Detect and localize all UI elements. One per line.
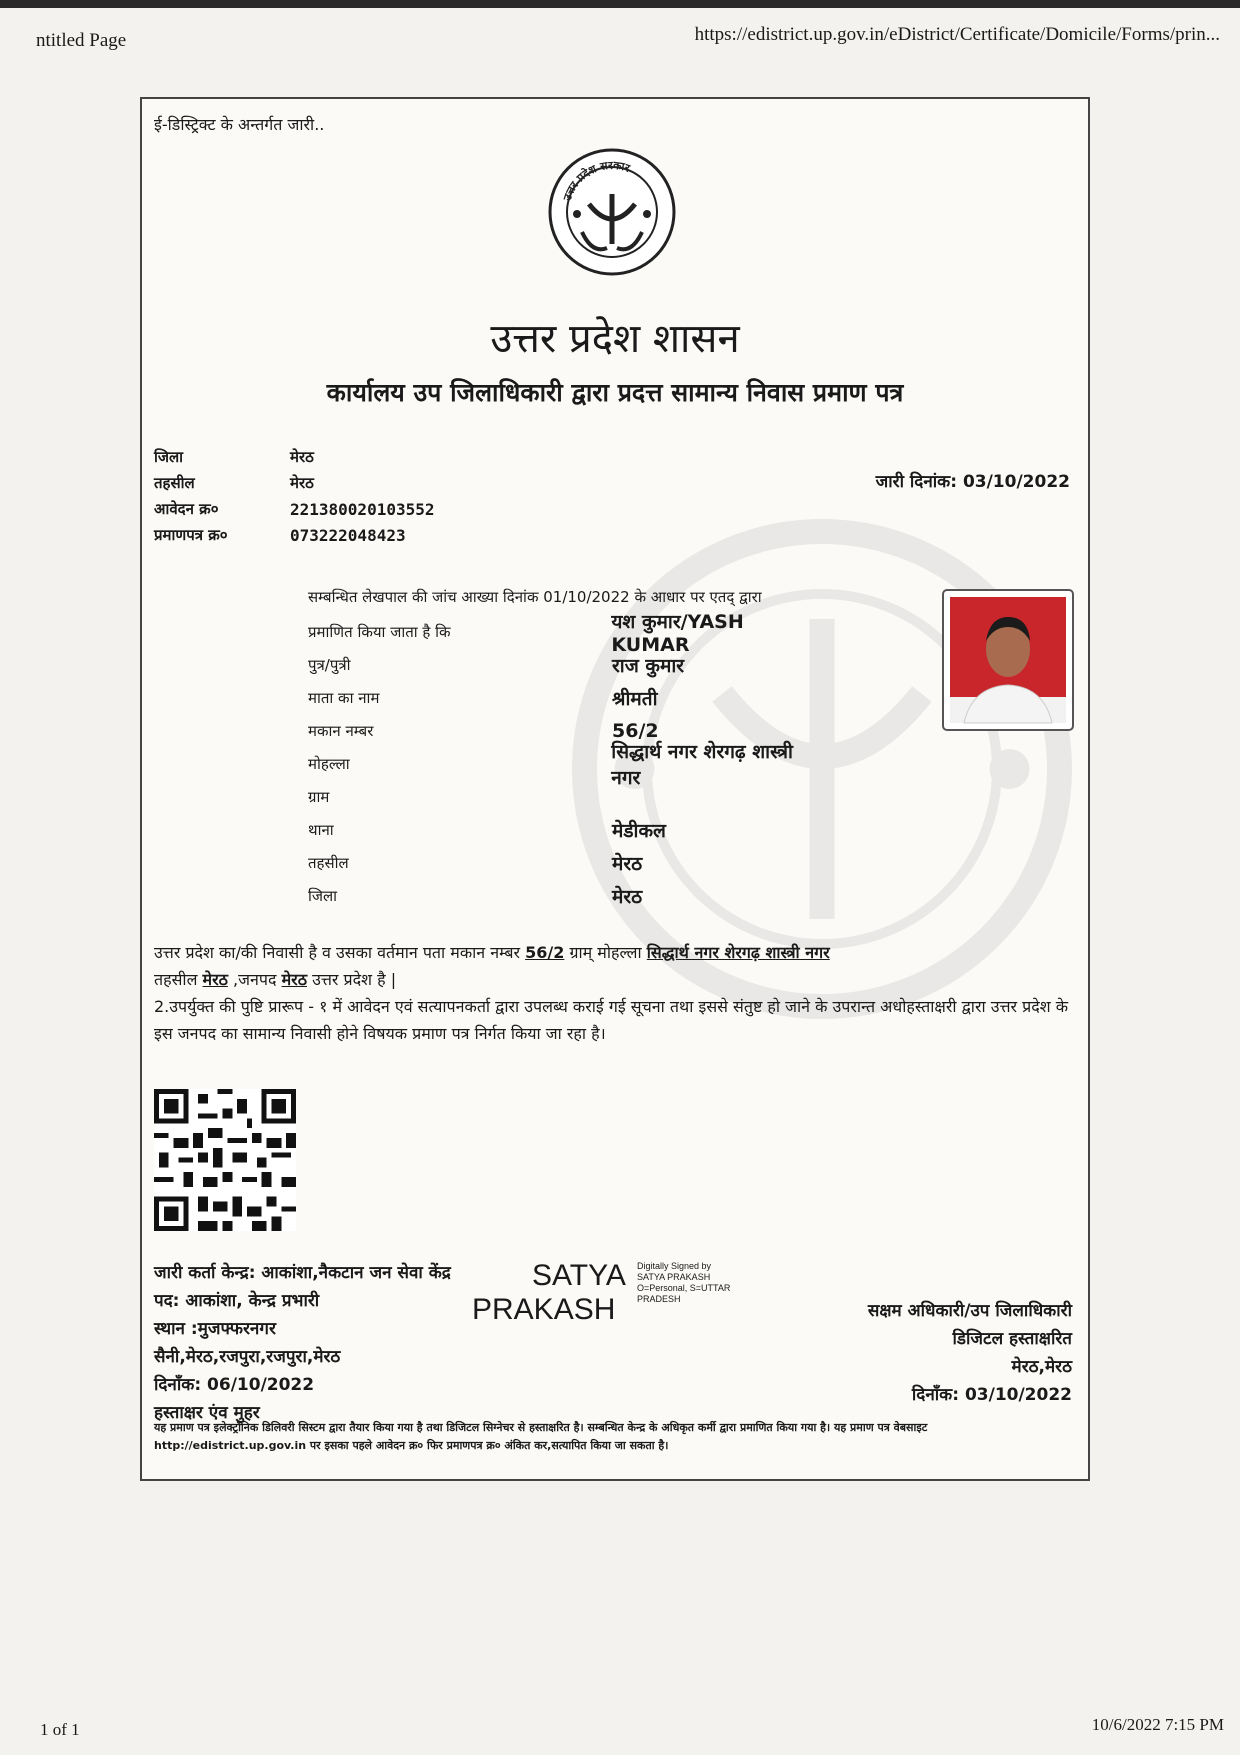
meta-label: तहसील bbox=[154, 474, 195, 492]
para-text: उत्तर प्रदेश का/की निवासी है व उसका वर्तमान पता मकान नम्बर bbox=[154, 943, 520, 962]
field-label: ग्राम bbox=[308, 787, 330, 806]
para-text: तहसील bbox=[154, 970, 198, 989]
field-label: पुत्र/पुत्री bbox=[308, 655, 351, 674]
meta-value: मेरठ bbox=[290, 448, 314, 466]
meta-label: आवेदन क्र० bbox=[154, 500, 219, 518]
meta-value: 073222048423 bbox=[290, 525, 406, 545]
field-label: माता का नाम bbox=[308, 688, 380, 707]
authority-date: दिनाँक: 03/10/2022 bbox=[911, 1385, 1072, 1405]
print-timestamp: 10/6/2022 7:15 PM bbox=[1091, 1715, 1224, 1734]
verification-text: सम्बन्धित लेखपाल की जांच आख्या दिनांक 01/10/2022 के आधार पर एतद् द्वारा bbox=[308, 588, 762, 606]
authority-title: सक्षम अधिकारी/उप जिलाधिकारी bbox=[867, 1301, 1072, 1321]
meta-label: प्रमाणपत्र क्र० bbox=[154, 526, 228, 544]
para-tehsil: मेरठ bbox=[202, 970, 228, 989]
meta-label: जिला bbox=[154, 448, 184, 466]
issuer-address: सैनी,मेरठ,रजपुरा,रजपुरा,मेरठ bbox=[154, 1347, 341, 1367]
field-value: 56/2 bbox=[612, 719, 659, 742]
field-label: मोहल्ला bbox=[308, 754, 350, 773]
issuer-post: पद: आकांशा, केन्द्र प्रभारी bbox=[154, 1291, 320, 1311]
field-value: यश कुमार/YASH KUMAR bbox=[611, 610, 744, 656]
issuer-place: स्थान :मुजफ्फरनगर bbox=[154, 1319, 276, 1339]
up-government-emblem-icon bbox=[547, 144, 677, 284]
field-row bbox=[308, 610, 828, 656]
signature-name-2: PRAKASH bbox=[472, 1293, 616, 1326]
field-label: मकान नम्बर bbox=[308, 721, 374, 740]
field-value: राज कुमार bbox=[612, 654, 685, 677]
signature-note-line: Digitally Signed by bbox=[637, 1261, 712, 1271]
signature-note bbox=[637, 1261, 730, 1305]
field-label: तहसील bbox=[308, 853, 349, 872]
digital-signature bbox=[472, 1259, 772, 1329]
field-label: प्रमाणित किया जाता है कि bbox=[308, 622, 451, 641]
authority-block bbox=[868, 1297, 1072, 1409]
certificate-subtitle: कार्यालय उप जिलाधिकारी द्वारा प्रदत्त सामान्य निवास प्रमाण पत्र bbox=[326, 378, 904, 407]
field-label: जिला bbox=[308, 886, 338, 905]
page-count: 1 of 1 bbox=[40, 1720, 80, 1739]
holder-photo bbox=[942, 589, 1074, 731]
meta-row-certificate-no bbox=[154, 522, 435, 548]
authority-place: मेरठ,मेरठ bbox=[1011, 1357, 1072, 1377]
footer-note: यह प्रमाण पत्र इलेक्ट्रॉनिक डिलिवरी सिस्टम द्वारा तैयार किया गया है तथा डिजिटल सिग्नेचर से हस्ताक्षरित है। सम्बन्धित केन्द्र के अधिकृत कर्मी द्वारा प्रमाणित किया गया है। यह प्रमाण पत्र वेबसाइट http://edistrict.up.gov.in पर इसका पहले आवेदन क्र० फिर प्रमाणपत्र क्र० अंकित कर,सत्यापित किया जा सकता है। bbox=[154, 1421, 928, 1452]
issuer-date: दिनाँक: 06/10/2022 bbox=[154, 1375, 315, 1395]
signature-note-line: O=Personal, S=UTTAR bbox=[637, 1283, 731, 1293]
certificate bbox=[140, 97, 1090, 1481]
field-value: मेडीकल bbox=[612, 819, 666, 842]
meta-value: 221380020103552 bbox=[290, 499, 435, 519]
para-text: ,जनपद bbox=[233, 970, 277, 989]
emblem-text: उत्तर प्रदेश सरकार bbox=[560, 158, 632, 203]
para-text: ग्राम् मोहल्ला bbox=[569, 943, 642, 962]
meta-block bbox=[154, 444, 435, 548]
issuer-seal-label: हस्ताक्षर एंव मुहर bbox=[154, 1403, 260, 1423]
browser-page-title: ntitled Page bbox=[36, 30, 127, 51]
certificate-title: उत्तर प्रदेश शासन bbox=[490, 316, 740, 362]
meta-row-tehsil bbox=[154, 470, 435, 496]
field-row bbox=[308, 681, 828, 714]
para-house-no: 56/2 bbox=[525, 943, 565, 962]
para-mohalla: सिद्धार्थ नगर शेरगढ़ शास्त्री नगर bbox=[646, 943, 830, 962]
signature-note-line: SATYA PRAKASH bbox=[637, 1272, 711, 1282]
issued-under-label: ई-डिस्ट्रिक्ट के अन्तर्गत जारी.. bbox=[154, 115, 325, 134]
field-value: मेरठ bbox=[612, 885, 643, 908]
qr-code-icon bbox=[154, 1089, 296, 1231]
field-row bbox=[308, 740, 828, 789]
field-value: मेरठ bbox=[612, 852, 643, 875]
para-text: उत्तर प्रदेश है | bbox=[312, 970, 397, 989]
field-row bbox=[308, 813, 828, 846]
meta-row-district bbox=[154, 444, 435, 470]
field-row bbox=[308, 846, 828, 879]
para-district: मेरठ bbox=[281, 970, 307, 989]
signature-name-1: SATYA bbox=[532, 1259, 626, 1292]
field-label: थाना bbox=[308, 820, 334, 839]
meta-value: मेरठ bbox=[290, 474, 314, 492]
authority-signed: डिजिटल हस्ताक्षरित bbox=[952, 1329, 1072, 1349]
top-scan-edge bbox=[0, 0, 1240, 8]
field-row bbox=[308, 879, 828, 912]
field-value: श्रीमती bbox=[612, 687, 658, 710]
issuer-block bbox=[154, 1259, 451, 1427]
holder-fields bbox=[308, 610, 828, 912]
meta-row-application-no bbox=[154, 496, 435, 522]
signature-note-line: PRADESH bbox=[637, 1294, 681, 1304]
browser-url: https://edistrict.up.gov.in/eDistrict/Certificate/Domicile/Forms/prin... bbox=[694, 24, 1220, 45]
issuer-center: जारी कर्ता केन्द्र: आकांशा,नैकटान जन सेवा केंद्र bbox=[154, 1263, 451, 1283]
residence-paragraph bbox=[154, 939, 1074, 1047]
field-value: सिद्धार्थ नगर शेरगढ़ शास्त्री नगर bbox=[611, 740, 793, 789]
para-line2: 2.उपर्युक्त की पुष्टि प्रारूप - १ में आवेदन एवं सत्यापनकर्ता द्वारा उपलब्ध कराई गई सूचना तथा इससे संतुष्ट हो जाने के उपरान्त अधोहस्ताक्षरी द्वारा उत्तर प्रदेश के इस जनपद का सामान्य निवासी होने विषयक प्रमाण पत्र निर्गत किया जा रहा है। bbox=[154, 997, 1069, 1043]
issue-date: जारी दिनांक: 03/10/2022 bbox=[875, 472, 1070, 492]
